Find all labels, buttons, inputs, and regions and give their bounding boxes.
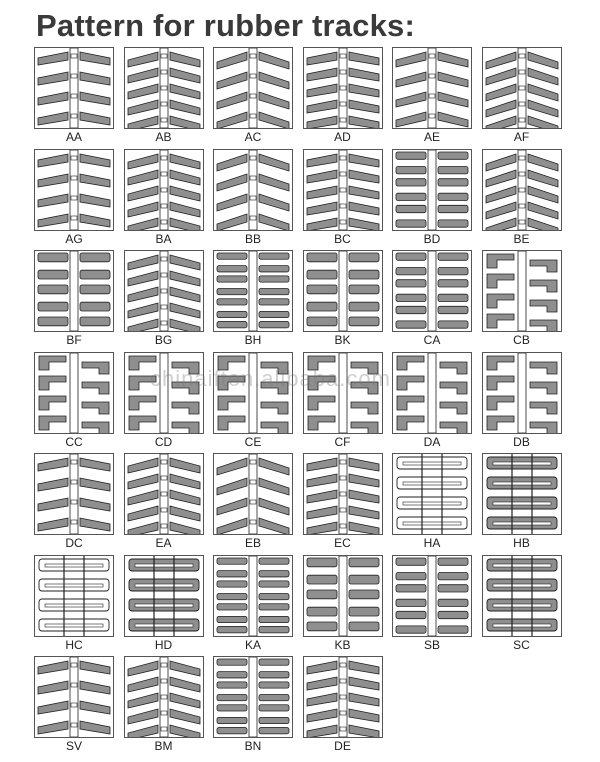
pattern-cell <box>392 149 472 245</box>
pattern-cell <box>213 47 293 143</box>
tread-pattern-image <box>392 453 472 535</box>
pattern-cell <box>482 47 562 143</box>
pattern-cell <box>124 149 204 245</box>
pattern-cell <box>34 47 114 143</box>
tread-pattern-image <box>213 149 293 231</box>
tread-pattern-drawing <box>304 150 382 230</box>
pattern-cell <box>213 656 293 752</box>
pattern-code-label: DA <box>423 434 441 449</box>
tread-pattern-drawing <box>393 454 471 534</box>
tread-pattern-image <box>124 453 204 535</box>
pattern-cell <box>124 352 204 448</box>
pattern-cell <box>482 555 562 651</box>
pattern-code-label: HB <box>513 536 530 550</box>
tread-pattern-image <box>482 47 562 129</box>
tread-pattern-drawing <box>483 353 561 433</box>
pattern-code-label: BD <box>423 231 441 246</box>
pattern-code-label: AD <box>334 130 351 144</box>
tread-pattern-image <box>392 555 472 637</box>
pattern-code-label: BM <box>154 739 173 753</box>
pattern-code-label: AG <box>65 231 83 246</box>
pattern-grid <box>34 47 566 759</box>
tread-pattern-image <box>124 250 204 332</box>
tread-pattern-image <box>213 250 293 332</box>
tread-pattern-drawing <box>125 657 203 737</box>
tread-pattern-drawing <box>214 454 292 534</box>
tread-pattern-image <box>303 47 383 129</box>
pattern-code-label: DC <box>65 536 83 550</box>
tread-pattern-drawing <box>214 48 292 128</box>
pattern-cell <box>213 250 293 346</box>
pattern-cell <box>124 555 204 651</box>
tread-pattern-drawing <box>35 48 113 128</box>
tread-pattern-drawing <box>304 454 382 534</box>
tread-pattern-image <box>303 555 383 637</box>
pattern-cell <box>34 656 114 752</box>
tread-pattern-drawing <box>125 556 203 636</box>
tread-pattern-image <box>303 352 383 434</box>
tread-pattern-drawing <box>35 251 113 331</box>
tread-pattern-drawing <box>483 556 561 636</box>
pattern-cell <box>213 149 293 245</box>
tread-pattern-image <box>303 453 383 535</box>
tread-pattern-drawing <box>304 556 382 636</box>
pattern-cell <box>482 453 562 549</box>
pattern-cell <box>482 250 562 346</box>
pattern-cell <box>124 47 204 143</box>
pattern-cell <box>303 47 383 143</box>
tread-pattern-drawing <box>483 251 561 331</box>
tread-pattern-drawing <box>125 251 203 331</box>
tread-pattern-drawing <box>304 48 382 128</box>
tread-pattern-drawing <box>125 454 203 534</box>
tread-pattern-drawing <box>35 150 113 230</box>
pattern-cell <box>303 453 383 549</box>
pattern-code-label: SV <box>65 739 82 753</box>
tread-pattern-image <box>392 352 472 434</box>
tread-pattern-image <box>482 149 562 231</box>
tread-pattern-drawing <box>35 657 113 737</box>
tread-pattern-image <box>303 656 383 738</box>
pattern-code-label: AA <box>65 130 82 144</box>
pattern-code-label: KA <box>244 637 261 652</box>
pattern-code-label: BF <box>66 333 82 347</box>
pattern-code-label: CD <box>154 434 173 449</box>
pattern-code-label: DE <box>334 739 351 753</box>
pattern-code-label: CB <box>513 333 530 347</box>
tread-pattern-drawing <box>35 454 113 534</box>
pattern-cell <box>34 149 114 245</box>
tread-pattern-drawing <box>214 150 292 230</box>
tread-pattern-image <box>34 453 114 535</box>
tread-pattern-image <box>34 656 114 738</box>
pattern-code-label: AE <box>423 130 440 144</box>
tread-pattern-drawing <box>393 556 471 636</box>
pattern-code-label: CA <box>423 333 441 347</box>
pattern-code-label: SC <box>513 637 530 652</box>
pattern-code-label: CC <box>65 434 83 449</box>
pattern-code-label: HD <box>154 637 173 652</box>
pattern-code-label: CE <box>244 434 262 449</box>
tread-pattern-drawing <box>214 353 292 433</box>
pattern-code-label: BA <box>155 231 172 246</box>
tread-pattern-image <box>34 149 114 231</box>
pattern-code-label: HC <box>65 637 83 652</box>
pattern-cell <box>213 555 293 651</box>
tread-pattern-image <box>482 352 562 434</box>
tread-pattern-image <box>482 250 562 332</box>
pattern-cell <box>303 352 383 448</box>
pattern-cell <box>34 453 114 549</box>
pattern-code-label: BN <box>244 739 262 753</box>
pattern-code-label: EC <box>334 536 351 550</box>
tread-pattern-drawing <box>393 48 471 128</box>
tread-pattern-image <box>124 352 204 434</box>
tread-pattern-image <box>303 250 383 332</box>
tread-pattern-drawing <box>483 454 561 534</box>
pattern-code-label: SB <box>423 637 440 652</box>
tread-pattern-image <box>124 47 204 129</box>
pattern-code-label: BK <box>334 333 351 347</box>
tread-pattern-image <box>213 555 293 637</box>
tread-pattern-image <box>124 149 204 231</box>
tread-pattern-drawing <box>393 251 471 331</box>
tread-pattern-drawing <box>483 150 561 230</box>
pattern-cell <box>34 555 114 651</box>
pattern-code-label: AF <box>513 130 530 144</box>
tread-pattern-image <box>392 149 472 231</box>
pattern-cell <box>124 656 204 752</box>
pattern-code-label: BB <box>244 231 261 246</box>
pattern-cell <box>124 453 204 549</box>
pattern-cell <box>213 453 293 549</box>
pattern-code-label: BH <box>244 333 262 347</box>
pattern-cell <box>213 352 293 448</box>
pattern-cell <box>34 352 114 448</box>
tread-pattern-image <box>34 352 114 434</box>
pattern-cell <box>482 149 562 245</box>
tread-pattern-image <box>392 250 472 332</box>
tread-pattern-drawing <box>214 657 292 737</box>
pattern-cell <box>392 250 472 346</box>
tread-pattern-image <box>213 47 293 129</box>
tread-pattern-drawing <box>393 353 471 433</box>
tread-pattern-image <box>124 656 204 738</box>
tread-pattern-drawing <box>125 48 203 128</box>
tread-pattern-image <box>124 555 204 637</box>
tread-pattern-drawing <box>393 150 471 230</box>
tread-pattern-drawing <box>35 556 113 636</box>
pattern-code-label: DB <box>513 434 530 449</box>
pattern-code-label: EB <box>244 536 261 550</box>
tread-pattern-image <box>213 656 293 738</box>
pattern-code-label: KB <box>334 637 351 652</box>
pattern-code-label: BG <box>154 333 173 347</box>
tread-pattern-drawing <box>483 48 561 128</box>
tread-pattern-drawing <box>304 353 382 433</box>
pattern-cell <box>34 250 114 346</box>
tread-pattern-image <box>34 555 114 637</box>
pattern-cell <box>392 555 472 651</box>
tread-pattern-drawing <box>304 657 382 737</box>
pattern-cell <box>303 149 383 245</box>
tread-pattern-drawing <box>304 251 382 331</box>
pattern-code-label: CF <box>334 434 351 449</box>
tread-pattern-drawing <box>214 556 292 636</box>
pattern-cell <box>392 47 472 143</box>
tread-pattern-image <box>392 47 472 129</box>
pattern-code-label: AB <box>155 130 172 144</box>
tread-pattern-drawing <box>35 353 113 433</box>
tread-pattern-drawing <box>214 251 292 331</box>
pattern-code-label: BE <box>513 231 530 246</box>
pattern-cell <box>124 250 204 346</box>
pattern-cell <box>303 656 383 752</box>
pattern-code-label: BC <box>334 231 351 246</box>
tread-pattern-image <box>303 149 383 231</box>
tread-pattern-image <box>482 453 562 535</box>
tread-pattern-drawing <box>125 150 203 230</box>
pattern-code-label: EA <box>155 536 172 550</box>
pattern-code-label: AC <box>244 130 262 144</box>
tread-pattern-image <box>213 352 293 434</box>
pattern-cell <box>303 555 383 651</box>
tread-pattern-drawing <box>125 353 203 433</box>
pattern-cell <box>392 453 472 549</box>
tread-pattern-image <box>34 47 114 129</box>
page-title: Pattern for rubber tracks: <box>36 8 416 43</box>
watermark-text: chinaiften.alibaba.com <box>150 366 391 391</box>
tread-pattern-image <box>482 555 562 637</box>
tread-pattern-image <box>34 250 114 332</box>
pattern-cell <box>392 352 472 448</box>
pattern-code-label: HA <box>423 536 441 550</box>
pattern-cell <box>303 250 383 346</box>
pattern-cell <box>482 352 562 448</box>
tread-pattern-image <box>213 453 293 535</box>
